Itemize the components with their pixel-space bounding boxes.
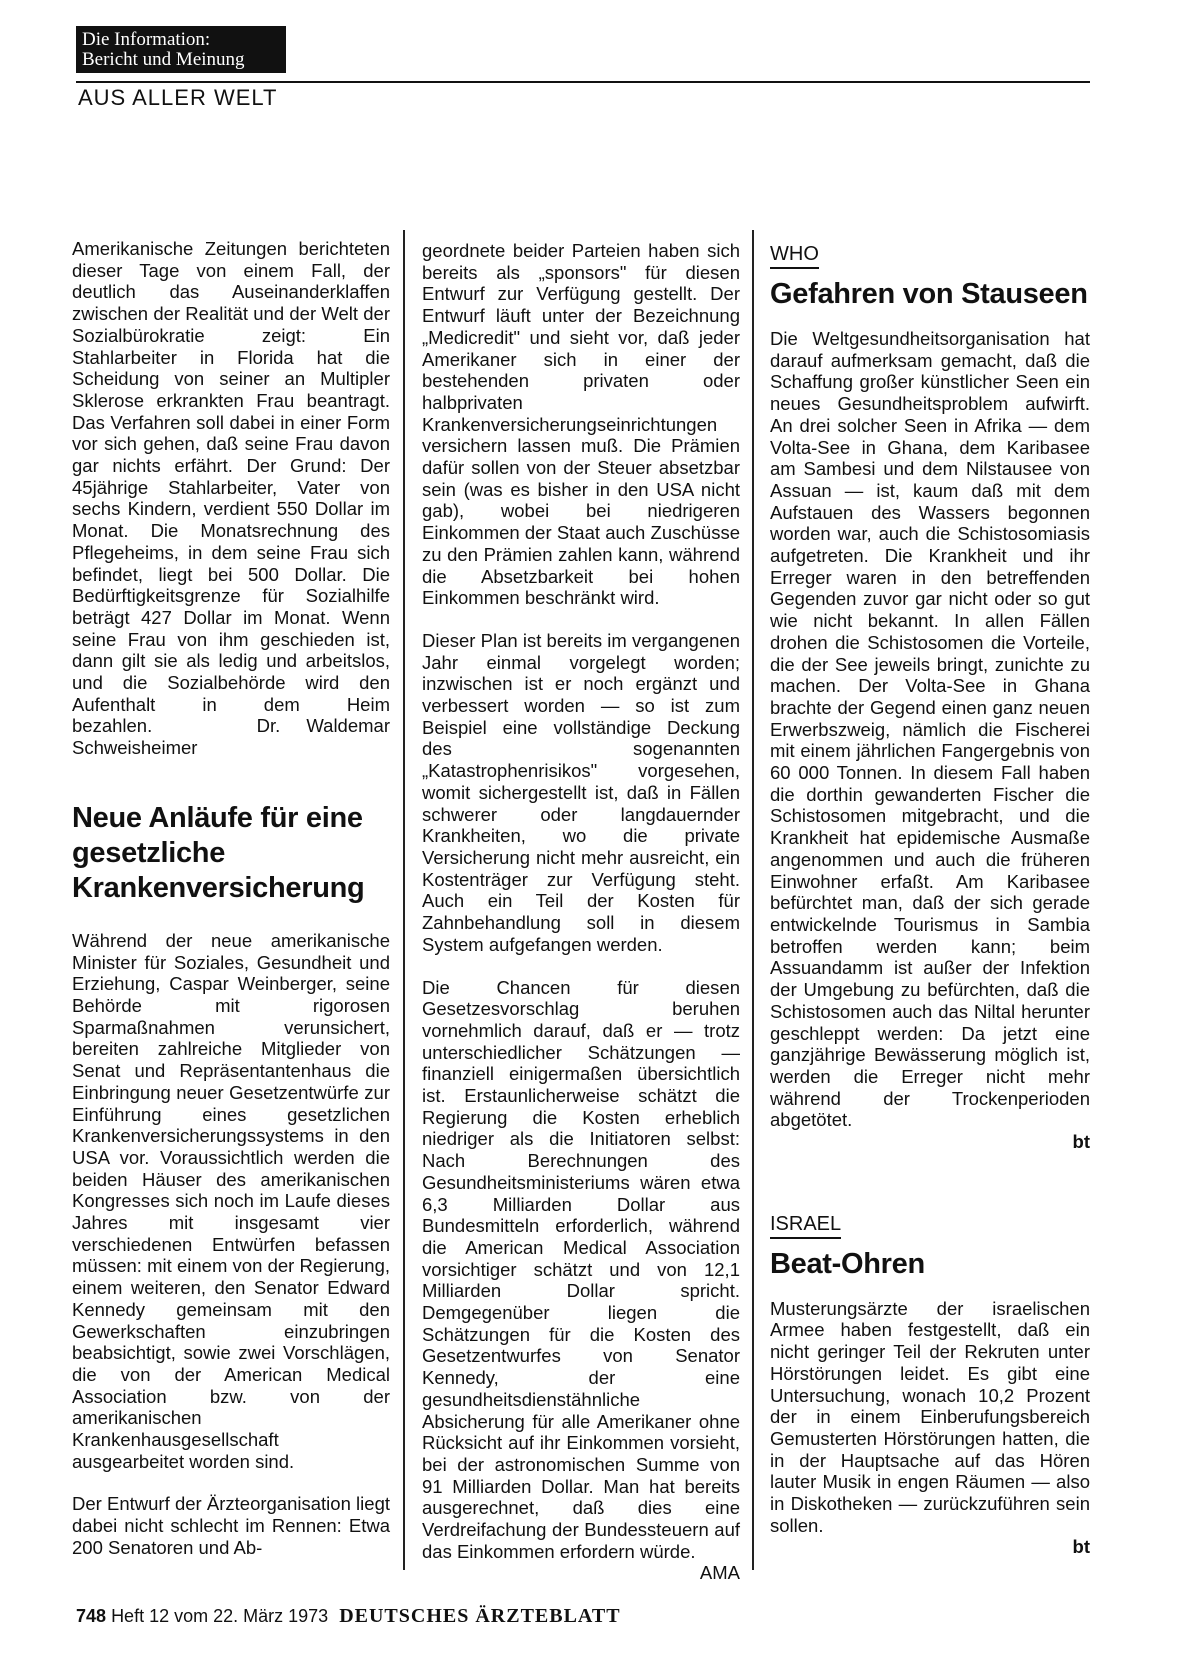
article-headline: Beat-Ohren: [770, 1247, 925, 1280]
page-footer: [76, 1604, 621, 1628]
paragraph-text: Amerikanische Zeitungen berichteten dieser Tage von einem Fall, der deutlich das Auseinanderklaffen zwischen der Realität und der Welt der Sozialbürokratie zeigt: Ein Stahlarbeiter in Florida hat die Scheidung von seiner an Multipler Sklerose erkrankten Frau beantragt. Das Verfahren soll dabei in einer Form vor sich gehen, daß seine Frau davon gar nichts erfährt. Der Grund: Der 45jährige Stahlarbeiter, Vater von sechs Kindern, verdient 550 Dollar im Monat. Die Monatsrechnung des Pflegeheims, in dem seine Frau sich befindet, liegt bei 500 Dollar. Die Bedürftigkeitsgrenze für Sozialhilfe beträgt 427 Dollar im Monat. Wenn seine Frau von ihm geschieden ist, dann gilt sie als ledig und arbeitslos, und die Sozialbehörde wird den Aufenthalt in dem Heim bezahlen.: [72, 238, 390, 737]
paragraph-text: Die Chancen für diesen Gesetzesvorschlag beruhen vornehmlich darauf, daß er — trotz unterschiedlicher Schätzungen — finanziell einigermaßen übersichtlich ist. Erstaunlicherweise schätzt die Regierung die Kosten erheblich niedriger als die Initiatoren selbst: Nach Berechnungen des Gesundheitsministeriums wären etwa 6,3 Milliarden Dollar aus Bundesmitteln erforderlich, während die American Medical Association vorsichtiger schätzt und von 12,1 Milliarden Dollar spricht. Demgegenüber liegen die Schätzungen für die Kosten des Gesetzentwurfes von Senator Kennedy, der eine gesundheitsdienstähnliche Absicherung für alle Amerikaner ohne Rücksicht auf ihr Einkommen vorsieht, bei der astronomischen Summe von 91 Milliarden Dollar. Man hat bereits ausgerechnet, daß dies eine Verdreifachung der Bundessteuern auf das Einkommen erfordern würde.: [422, 976, 740, 1562]
section-title: AUS ALLER WELT: [78, 85, 278, 110]
article-paragraph: Dieser Plan ist bereits im vergangenen Jahr einmal vorgelegt worden; inzwischen ist er noch ergänzt und verbessert worden — so ist zum Beispiel eine vollständige Deckung des sogenannten „Katastrophenrisikos" vorgesehen, womit sichergestellt ist, daß in Fällen schwerer oder langdauernder Krankheiten, wo die private Versicherung nicht mehr ausreicht, ein Kostenträger zur Verfügung steht. Auch ein Teil der Kosten für Zahnbehandlung soll in diesem System aufgefangen werden.: [422, 629, 740, 955]
topic-kicker: ISRAEL: [770, 1212, 841, 1239]
rubric-line-2: Bericht und Meinung: [82, 49, 245, 70]
article-paragraph: [770, 328, 1090, 1153]
author-byline: AMA: [699, 1562, 740, 1584]
issue-info: Heft 12 vom 22. März 1973: [111, 1606, 329, 1626]
column-divider-2: [752, 230, 754, 1570]
paragraph-text: Musterungsärzte der israelischen Armee haben festgestellt, daß ein nicht geringer Teil der Rekruten unter Hörstörungen leidet. Es gibt eine Untersuchung, wonach 10,2 Prozent der in einem Einberufungsbereich Gemusterten Hörstörungen hatten, die in der Hauptsache auf das Hören lauter Musik in engen Räumen — also in Diskotheken — zurückzuführen sein sollen.: [770, 1297, 1090, 1536]
article-paragraph: [770, 1298, 1090, 1558]
byline-row: [422, 1562, 740, 1584]
author-byline: Dr. Waldemar Schweisheimer: [72, 715, 390, 759]
column-2: [422, 240, 740, 1584]
byline-row: [770, 1536, 1090, 1558]
paragraph-text: Die Weltgesundheitsorganisation hat darauf aufmerksam gemacht, daß die Schaffung großer künstlicher Seen ein neues Gesundheitsproblem aufwirft. An drei solcher Seen in Afrika — dem Volta-See in Ghana, dem Karibasee am Sambesi und dem Nilstausee von Assuan — ist, kaum daß mit dem Aufstauen des Wassers begonnen worden war, auch die Schistosomiasis aufgetreten. Die Krankheit und ihr Erreger waren in den betreffenden Gegenden zuvor gar nicht oder so gut wie nicht bekannt. In allen Fällen drohen die Schistosomen die Vorteile, die der See jeweils bringt, zunichte zu machen. Der Volta-See in Ghana brachte der Gegend einen ganz neuen Erwerbszweig, nämlich die Fischerei mit einem jährlichen Fangergebnis von 60 000 Tonnen. In diesem Fall haben die dorthin gewanderten Fischer die Schistosomen mitgebracht, und die Krankheit hat epidemische Ausmaße angenommen und auch die früheren Einwohner erfaßt. Am Karibasee befürchtet man, daß der sich gerade entwickelnde Tourismus in Sambia betroffen werden kann; beim Assuandamm ist außer der Infektion der Umgebung zu befürchten, daß die Schistosomen auch das Niltal herunter geschleppt werden: Da jetzt eine ganzjährige Bewässerung möglich ist, werden die Erreger nicht mehr während der Trockenperioden abgetötet.: [770, 328, 1090, 1131]
article-headline: Gefahren von Stauseen: [770, 278, 1088, 310]
byline-row: [770, 1131, 1090, 1153]
author-byline: bt: [1072, 1131, 1090, 1153]
author-byline: bt: [1072, 1536, 1090, 1558]
rubric-line-1: Die Information:: [82, 29, 211, 50]
article-paragraph: [422, 977, 740, 1585]
page-number: 748: [76, 1606, 107, 1626]
publication-name: DEUTSCHES ÄRZTEBLATT: [339, 1605, 621, 1627]
article-paragraph: [72, 238, 390, 759]
column-1: [72, 238, 390, 1559]
article-paragraph: Während der neue amerikanische Minister für Soziales, Gesundheit und Erziehung, Caspar Weinberger, seine Behörde mit rigorosen Sparmaßnahmen verunsichert, bereiten zahlreiche Mitglieder von Senat und Repräsentantenhaus die Einbringung neuer Gesetzentwürfe zur Einführung eines gesetzlichen Krankenversicherungssystems in den USA vor. Voraussichtlich werden die beiden Häuser des amerikanischen Kongresses sich noch im Laufe dieses Jahres mit insgesamt vier verschiedenen Entwürfen befassen müssen: mit einem von der Regierung, einem weiteren, den Senator Edward Kennedy gemeinsam mit den Gewerkschaften einzubringen beabsichtigt, sowie zwei Vorschlägen, die von der American Medical Association bzw. von der amerikanischen Krankenhausgesellschaft ausgearbeitet worden sind.: [72, 929, 390, 1472]
rubric-box: [76, 26, 286, 73]
column-3: [770, 242, 1090, 1558]
topic-kicker: WHO: [770, 242, 819, 269]
column-divider-1: [403, 230, 405, 1570]
article-paragraph: Der Entwurf der Ärzteorganisation liegt dabei nicht schlecht im Rennen: Etwa 200 Senatoren und Ab-: [72, 1493, 390, 1558]
header-rule: [76, 81, 1090, 83]
article-paragraph: geordnete beider Parteien haben sich bereits als „sponsors" für diesen Entwurf zur Verfügung gestellt. Der Entwurf läuft unter der Bezeichnung „Medicredit" und sieht vor, daß jeder Amerikaner sich in einer der bestehenden privaten oder halbprivaten Krankenversicherungseinrichtungen versichern lassen muß. Die Prämien dafür sollen von der Steuer absetzbar sein (was es bisher in den USA nicht gab), wobei bei niedrigeren Einkommen der Staat auch Zuschüsse zu den Prämien zahlen kann, während die Absetzbarkeit bei hohen Einkommen beschränkt wird.: [422, 240, 740, 609]
article-headline: Neue Anläufe für eine gesetzliche Krankenversicherung: [72, 801, 365, 904]
